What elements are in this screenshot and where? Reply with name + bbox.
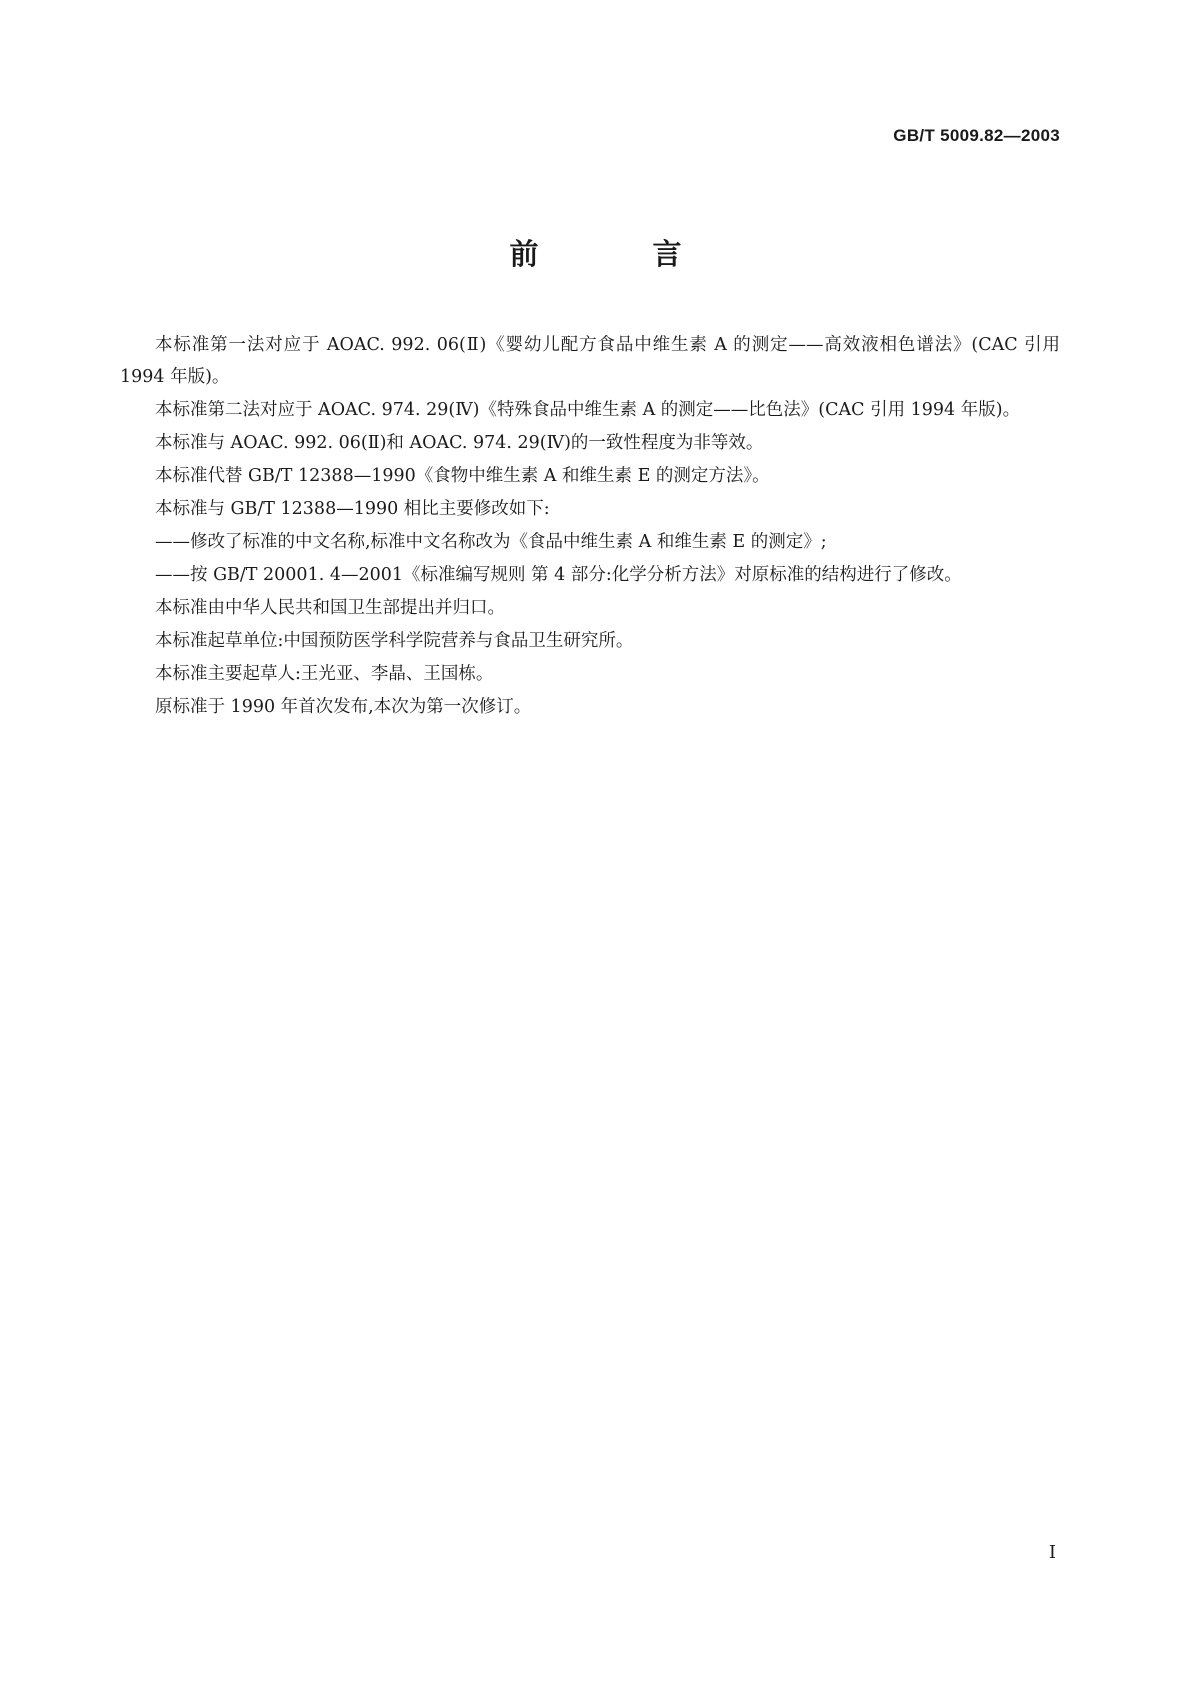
paragraph-changes-intro: 本标准与 GB/T 12388—1990 相比主要修改如下: <box>155 499 550 519</box>
list-item-change-name: ——修改了标准的中文名称,标准中文名称改为《食品中维生素 A 和维生素 E 的测定》; <box>155 532 827 552</box>
paragraph-history: 原标准于 1990 年首次发布,本次为第一次修订。 <box>155 697 532 717</box>
paragraph-consistency: 本标准与 AOAC. 992. 06(Ⅱ)和 AOAC. 974. 29(Ⅳ)的一致性程度为非等效。 <box>155 433 764 453</box>
foreword-body <box>120 329 1060 724</box>
paragraph-correspondence-method-2: 本标准第二法对应于 AOAC. 974. 29(Ⅳ)《特殊食品中维生素 A 的测定——比色法》(CAC 引用 1994 年版)。 <box>155 400 1021 420</box>
list-item-change-structure: ——按 GB/T 20001. 4—2001《标准编写规则 第 4 部分:化学分析方法》对原标准的结构进行了修改。 <box>155 565 962 585</box>
standard-code: GB/T 5009.82—2003 <box>893 126 1060 145</box>
paragraph-replaces: 本标准代替 GB/T 12388—1990《食物中维生素 A 和维生素 E 的测定方法》。 <box>155 466 770 486</box>
paragraph-drafters: 本标准主要起草人:王光亚、李晶、王国栋。 <box>155 664 494 684</box>
page-number: I <box>1048 1542 1056 1563</box>
page-title: 前 言 <box>509 237 734 271</box>
paragraph-correspondence-method-1: 本标准第一法对应于 AOAC. 992. 06(Ⅱ)《婴幼儿配方食品中维生素 A 的测定——高效液相色谱法》(CAC 引用 1994 年版)。 <box>120 335 1060 387</box>
paragraph-proposed-by: 本标准由中华人民共和国卫生部提出并归口。 <box>155 598 505 618</box>
paragraph-drafting-unit: 本标准起草单位:中国预防医学科学院营养与食品卫生研究所。 <box>155 631 634 651</box>
